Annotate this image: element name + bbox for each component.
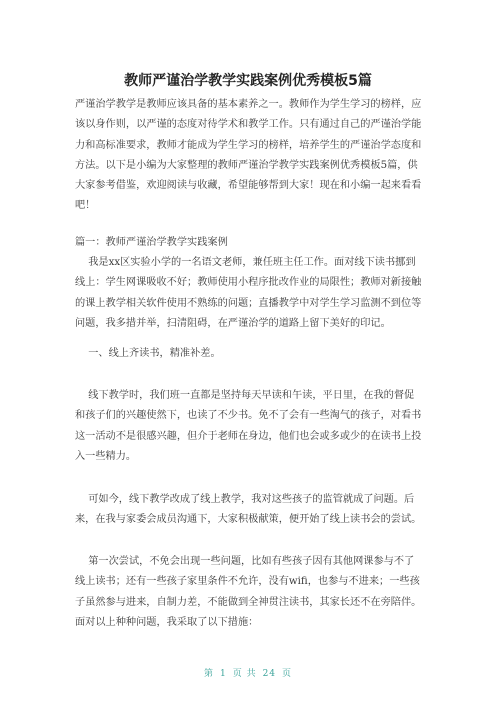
paragraph-5: 第一次尝试，不免会出现一些问题，比如有些孩子因有其他网课参与不了线上读书；还有一些孩子家里条件不允许，没有wifi，也参与不进来；一些孩子虽然参与进来，自制力差，不能做到全神贯注读书，其家长还不在旁陪伴。面对以上种种问题，我采取了以下措施： [75, 556, 422, 628]
footer-total-pages: 24 [262, 669, 277, 679]
section-heading: 篇一：教师严谨治学教学实践案例 [75, 237, 228, 248]
doc-title: 教师严谨治学教学实践案例优秀模板5篇 [124, 73, 372, 89]
footer-label-page: 第 [203, 669, 214, 679]
footer-label-end: 页 [282, 669, 293, 679]
footer-page-number: 1 [219, 669, 227, 679]
paragraph-2: 一、线上齐读书，精准补差。 [88, 348, 221, 359]
paragraph-1: 我是xx区实验小学的一名语文老师，兼任班主任工作。面对线下读书挪到线上：学生网课吸收不好；教师使用小程序批改作业的局限性；教师对新接触的课上教学相关软件使用不熟练的问题；直播教学中对学生学习监测不到位等问题，我多措并举，扫清阻碍，在严谨治学的道路上留下美好的印记。 [75, 257, 422, 329]
paragraph-4: 可如今，线下教学改成了线上教学，我对这些孩子的监管就成了问题。后来，在我与家委会成员沟通下，大家积极献策，便开始了线上读书会的尝试。 [75, 494, 422, 526]
page-footer [0, 666, 496, 679]
footer-label-of: 页 共 [232, 669, 257, 679]
paragraph-3: 线下教学时，我们班一直都是坚持每天早读和午读，平日里，在我的督促和孩子们的兴趣使然下，也读了不少书。免不了会有一些淘气的孩子，对看书这一活动不是很感兴趣，但介于老师在身边，他们也会或多或少的在读书上投入一些精力。 [75, 390, 422, 462]
intro-paragraph: 严谨治学教学是教师应该具备的基本素养之一。教师作为学生学习的榜样，应该以身作则，以严谨的态度对待学术和教学工作。只有通过自己的严谨治学能力和高标准要求，教师才能成为学生学习的榜样，培养学生的严谨治学态度和方法。以下是小编为大家整理的教师严谨治学教学实践案例优秀模板5篇，供大家参考借鉴，欢迎阅读与收藏，希望能够帮到大家！现在和小编一起来看看吧！ [75, 99, 422, 212]
